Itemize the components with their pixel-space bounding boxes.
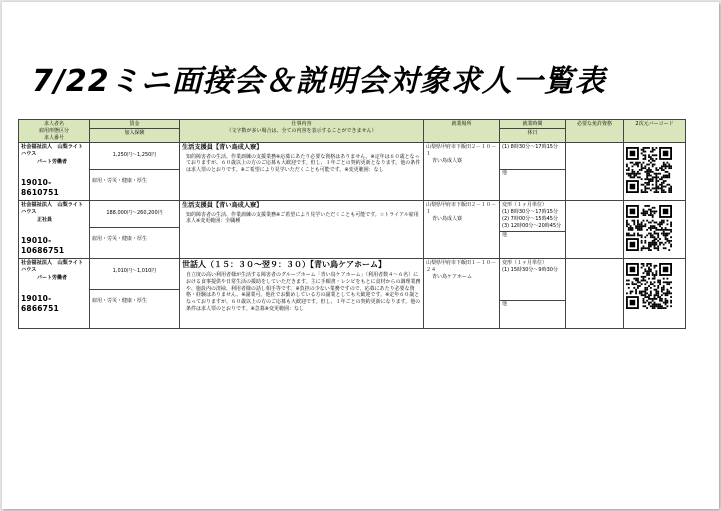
location-facility: 青い鳥成人寮	[432, 215, 463, 222]
hours-line: (2) 7時00分～15時45分	[502, 215, 558, 222]
wage-value: 1,250円～1,250円	[112, 152, 157, 159]
header-job-number: 求人番号	[43, 134, 64, 141]
header-insurance: 加入保険	[90, 128, 179, 137]
header-holiday: 休日	[500, 128, 565, 137]
hours-line: 変形（１ヶ月単位）	[502, 202, 548, 209]
holiday-value: 他	[500, 169, 565, 177]
table-header-row	[19, 120, 686, 143]
qr-cell	[624, 143, 686, 201]
header-location: 就業場所	[424, 120, 500, 143]
location-facility: 青い鳥成人寮	[432, 157, 463, 164]
wage-value: 1,010円～1,010円	[112, 268, 157, 275]
header-hours: 就業時間	[522, 121, 543, 127]
license-cell	[566, 259, 624, 329]
hours-line: 変形（１ヶ月単位）	[502, 260, 548, 267]
header-qr: 2次元バーコード	[624, 120, 686, 143]
insurance-value: 雇用・労災・健康・厚生	[90, 169, 179, 185]
job-title: 生活支援員【青い鳥成人寮】	[182, 202, 263, 210]
company-name: 社会福祉法人 山梨ライトハウス	[21, 260, 84, 274]
header-hours-holiday	[500, 120, 566, 143]
header-license: 必要な免許資格	[566, 120, 624, 143]
document-page	[2, 2, 719, 509]
wage-cell	[90, 259, 180, 329]
holiday-value: 他	[500, 231, 565, 239]
location-address: 山梨県甲府市下飯田１－１０－２４	[426, 260, 497, 273]
job-number: 19010- 6866751	[21, 294, 59, 314]
qr-cell	[624, 259, 686, 329]
table-row	[19, 259, 686, 329]
job-description: 知的障害者の生活、作業訓練の支援業務※ご希望により見学いただくことも可能です。☆トライアル雇用求人※変更範囲：全職種	[186, 211, 419, 225]
wage-cell	[90, 201, 180, 259]
job-number: 19010- 8610751	[21, 178, 59, 198]
company-cell	[19, 259, 90, 329]
wage-value: 188,000円～260,200円	[106, 210, 163, 217]
hours-cell	[500, 259, 566, 329]
header-job-content: 仕事内容	[291, 121, 312, 127]
header-company-name: 求人者名	[43, 121, 64, 127]
location-facility: 青い鳥ケアホーム	[432, 273, 473, 280]
qr-code-image	[626, 147, 672, 193]
hours-line: (3) 12時00分～20時45分	[502, 222, 562, 229]
location-cell	[424, 143, 500, 201]
company-cell	[19, 201, 90, 259]
header-job-note: （文字数が多い場合は、全ての内容を表示することができません）	[226, 127, 377, 134]
header-company	[19, 120, 90, 143]
header-job	[180, 120, 424, 143]
holiday-value: 他	[500, 300, 565, 308]
hours-line: (1) 8時30分～17時15分	[502, 209, 558, 215]
location-cell	[424, 201, 500, 259]
location-cell	[424, 259, 500, 329]
table-row	[19, 143, 686, 201]
job-number: 19010-10686751	[21, 236, 65, 256]
company-cell	[19, 143, 90, 201]
company-name: 社会福祉法人 山梨ライトハウス	[21, 202, 84, 216]
job-cell	[180, 143, 424, 201]
hours-line: (1) 8時30分～17時15分	[502, 144, 558, 151]
job-cell	[180, 259, 424, 329]
header-wage-insurance	[90, 120, 180, 143]
insurance-value: 雇用・労災・健康・厚生	[90, 227, 179, 243]
qr-code-image	[626, 205, 672, 251]
job-description: 自立度の高い利用者様が生活する障害者のグループホーム「青い鳥ケアホーム」（利用者数４～６名）における食事提供や日常生活の援助をしていただきます。主に手順書・レシピをもとに食材からの調理業務や、施設内の清掃、利用者様の話し相手等です。※負担の少ない業務ですので、応募にあたり必要な資格・経験はありません。※副業可。他社でお勤めしている方の副業としても大歓迎です。※定年６０歳となっておりますが、６０歳以上の方のご応募も大歓迎です。但し、１年ごとの契約更新になります。他の条件は求人票のとおりです。※急募※変更範囲：なし	[186, 272, 421, 312]
insurance-value: 雇用・労災・健康・厚生	[90, 289, 179, 305]
table-row	[19, 201, 686, 259]
header-wage: 賃金	[129, 121, 140, 127]
job-title: 世話人（１５：３０～翌９：３０）【青い鳥ケアホーム】	[182, 260, 386, 270]
wage-cell	[90, 143, 180, 201]
employment-type: パート労働者	[37, 159, 68, 166]
company-name: 社会福祉法人 山梨ライトハウス	[21, 144, 84, 158]
employment-type: 正社員	[37, 217, 53, 224]
qr-code-image	[626, 263, 672, 309]
job-list-table	[18, 119, 686, 329]
location-address: 山梨県甲府市下飯田２－１０－１	[426, 202, 497, 215]
job-description: 知的障害者の生活、作業訓練の支援業務※応募にあたり必要な資格はありません。※定年は６０歳となっておりますが、６０歳以上の方のご応募も大歓迎です。但し、１年ごとの契約更新となります。他の条件は求人票のとおりです。※ご希望により見学いただくことも可能です。※変更範囲：なし	[186, 153, 421, 174]
location-address: 山梨県甲府市下飯田２－１０－１	[426, 144, 497, 157]
job-cell	[180, 201, 424, 259]
hours-cell	[500, 201, 566, 259]
license-cell	[566, 143, 624, 201]
page-title: 7/22ミニ面接会＆説明会対象求人一覧表	[32, 64, 606, 99]
employment-type: パート労働者	[37, 275, 68, 282]
header-employment-type: 雇用形態区分	[38, 127, 69, 134]
license-cell	[566, 201, 624, 259]
job-title: 生活支援員【青い鳥成人寮】	[182, 144, 263, 152]
hours-cell	[500, 143, 566, 201]
hours-line: (1) 15時30分～9時30分	[502, 267, 558, 273]
qr-cell	[624, 201, 686, 259]
